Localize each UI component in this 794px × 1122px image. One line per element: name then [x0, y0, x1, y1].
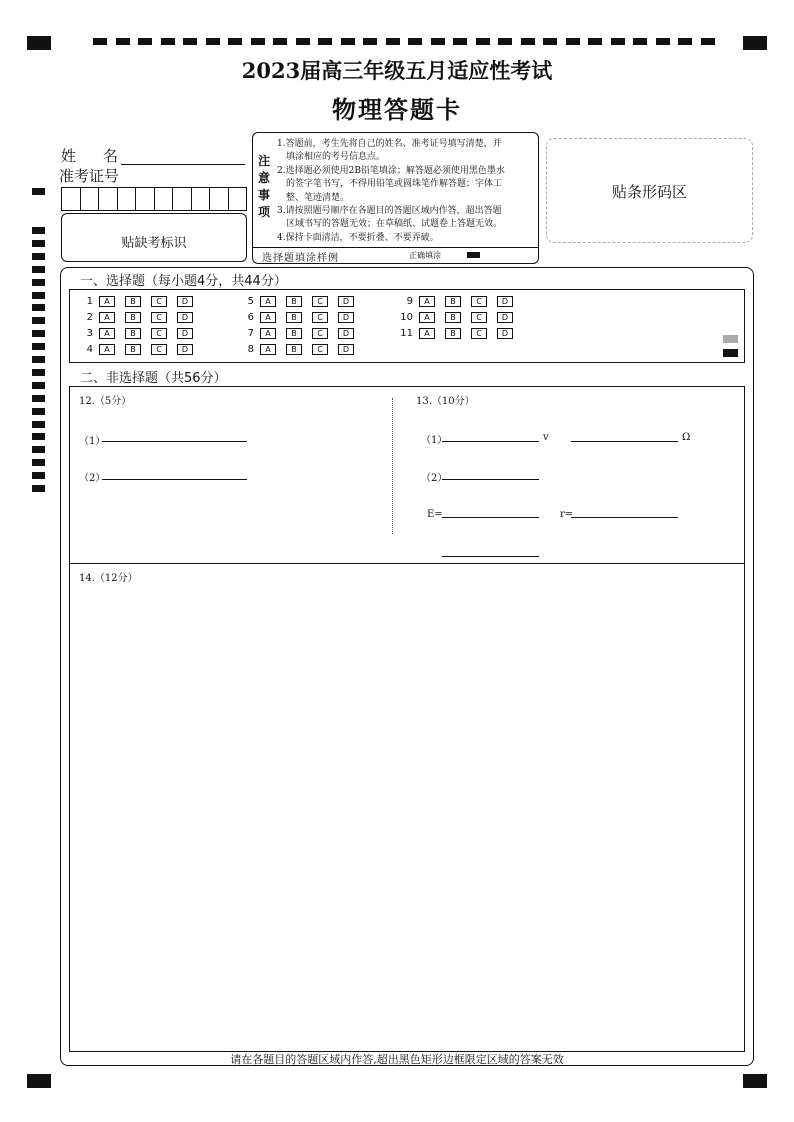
bubble-option-b[interactable]: B [445, 296, 461, 307]
choice-question-row [389, 327, 523, 341]
divider-q12-q13 [392, 398, 393, 534]
section1-title: 一、选择题（每小题4分，共44分） [80, 274, 287, 289]
top-timing-mark [228, 38, 242, 45]
q13-part2-label: （2） [421, 473, 448, 484]
bubble-option-a[interactable]: A [99, 312, 115, 323]
bubble-option-b[interactable]: B [125, 344, 141, 355]
barcode-area [546, 138, 753, 243]
sample-label: 选择题填涂样例 [262, 253, 339, 264]
bubble-option-b[interactable]: B [286, 344, 302, 355]
q13-e-label: E= [427, 509, 443, 520]
bubble-option-d[interactable]: D [497, 296, 513, 307]
bubble-option-c[interactable]: C [471, 296, 487, 307]
left-timing-mark [32, 188, 45, 195]
corner-mark-bottom-right [743, 1074, 767, 1088]
q13-unit-v: v [543, 432, 549, 443]
q13-r-answer[interactable] [571, 517, 678, 518]
top-timing-mark [521, 38, 535, 45]
question-number: 3 [86, 328, 93, 339]
left-timing-mark [32, 330, 45, 337]
top-timing-mark [386, 38, 400, 45]
exam-id-boxes[interactable] [61, 187, 247, 211]
corner-mark-top-left [27, 36, 51, 50]
choice-question-row [69, 311, 203, 325]
left-timing-mark [32, 253, 45, 260]
footer-note: 请在各题目的答题区域内作答,超出黑色矩形边框限定区域的答案无效 [230, 1053, 564, 1066]
bubble-option-b[interactable]: B [286, 312, 302, 323]
bubble-option-a[interactable]: A [419, 328, 435, 339]
bubble-option-a[interactable]: A [260, 328, 276, 339]
bubble-option-c[interactable]: C [151, 312, 167, 323]
question-number: 5 [247, 296, 254, 307]
left-timing-mark [32, 240, 45, 247]
marker-black [723, 349, 738, 357]
barcode-label: 贴条形码区 [611, 183, 687, 201]
choice-question-row [69, 295, 203, 309]
q14-answer-area[interactable] [70, 585, 742, 1049]
top-timing-mark [341, 38, 355, 45]
divider-q13-q14 [69, 563, 744, 564]
question-number: 8 [247, 344, 254, 355]
q12-part2-label: （2） [79, 473, 106, 484]
absent-mark-box [61, 213, 247, 262]
bubble-option-a[interactable]: A [99, 296, 115, 307]
left-timing-mark [32, 408, 45, 415]
correct-fill-label: 正确填涂 [409, 251, 441, 260]
top-timing-mark [588, 38, 602, 45]
bubble-option-d[interactable]: D [338, 344, 354, 355]
correct-fill-sample [467, 252, 480, 258]
left-timing-mark [32, 266, 45, 273]
bubble-option-b[interactable]: B [125, 296, 141, 307]
marker-gray [723, 335, 738, 343]
left-timing-mark [32, 421, 45, 428]
q13-extra-answer[interactable] [442, 556, 539, 557]
bubble-option-c[interactable]: C [151, 328, 167, 339]
bubble-option-d[interactable]: D [177, 312, 193, 323]
bubble-option-c[interactable]: C [312, 344, 328, 355]
bubble-option-d[interactable]: D [177, 344, 193, 355]
notice-box [252, 132, 539, 264]
question-number: 7 [247, 328, 254, 339]
question-number: 9 [406, 296, 413, 307]
bubble-option-b[interactable]: B [286, 296, 302, 307]
choice-question-row [230, 343, 364, 357]
top-timing-mark [296, 38, 310, 45]
top-timing-mark [431, 38, 445, 45]
bubble-option-a[interactable]: A [260, 312, 276, 323]
top-timing-mark [138, 38, 152, 45]
bubble-option-c[interactable]: C [471, 328, 487, 339]
top-timing-mark [543, 38, 557, 45]
choice-question-row [389, 295, 523, 309]
bubble-option-c[interactable]: C [151, 296, 167, 307]
left-timing-mark [32, 227, 45, 234]
question-number: 2 [86, 312, 93, 323]
bubble-option-d[interactable]: D [497, 312, 513, 323]
bubble-option-c[interactable]: C [312, 328, 328, 339]
q13-part1-answer-b[interactable] [571, 441, 678, 442]
bubble-option-d[interactable]: D [338, 312, 354, 323]
bubble-option-a[interactable]: A [260, 296, 276, 307]
q13-e-answer[interactable] [442, 517, 539, 518]
top-timing-mark [363, 38, 377, 45]
top-timing-mark [273, 38, 287, 45]
top-timing-mark [408, 38, 422, 45]
bubble-option-d[interactable]: D [177, 328, 193, 339]
choice-question-row [69, 343, 203, 357]
question-number: 10 [400, 312, 413, 323]
question-number: 1 [86, 296, 93, 307]
bubble-option-d[interactable]: D [338, 296, 354, 307]
top-timing-mark [476, 38, 490, 45]
answer-sheet-title: 物理答题卡 [332, 95, 462, 124]
bubble-option-b[interactable]: B [445, 312, 461, 323]
top-timing-mark [701, 38, 715, 45]
bubble-option-a[interactable]: A [419, 312, 435, 323]
top-timing-mark [656, 38, 670, 45]
bubble-option-a[interactable]: A [99, 344, 115, 355]
exam-title: 2023届高三年级五月适应性考试 [241, 58, 553, 83]
name-field[interactable] [121, 164, 245, 165]
bubble-option-c[interactable]: C [151, 344, 167, 355]
top-timing-mark [453, 38, 467, 45]
left-timing-mark [32, 343, 45, 350]
top-timing-mark [498, 38, 512, 45]
q12-label: 12.（5分） [79, 396, 132, 407]
top-timing-mark [116, 38, 130, 45]
q12-part1-answer[interactable] [102, 441, 247, 442]
question-number: 11 [400, 328, 413, 339]
q13-unit-ohm: Ω [682, 432, 691, 443]
bubble-option-c[interactable]: C [312, 296, 328, 307]
question-number: 6 [247, 312, 254, 323]
top-timing-mark [251, 38, 265, 45]
top-timing-mark [183, 38, 197, 45]
bubble-option-d[interactable]: D [497, 328, 513, 339]
top-timing-mark [566, 38, 580, 45]
left-timing-mark [32, 279, 45, 286]
q13-part1-answer-a[interactable] [442, 441, 539, 442]
corner-mark-bottom-left [27, 1074, 51, 1088]
notice-lines: 1.答题前，考生先将自己的姓名、准考证号填写清楚，并 填涂相应的考号信息点。 2.选择题必须使用2B铅笔填涂；解答题必须使用黑色墨水 的签字笔书写，不得用铅笔或圆珠笔作解答题；字体工 整、笔迹清楚。 3.请按照题号顺序在各题目的答题区域内作答，超出答题 区域书写的答题无效；在草稿纸、试题卷上答题无效。 4.保持卡面清洁，不要折叠、不要弄破。 [277, 139, 505, 243]
absent-mark-label: 贴缺考标识 [121, 236, 187, 251]
choice-question-row [389, 311, 523, 325]
notice-label: 注 意 事 项 [257, 154, 270, 219]
left-timing-mark [32, 317, 45, 324]
top-timing-mark [678, 38, 692, 45]
choice-question-row [69, 327, 203, 341]
top-timing-mark [161, 38, 175, 45]
left-timing-mark [32, 356, 45, 363]
bubble-option-a[interactable]: A [260, 344, 276, 355]
corner-mark-top-right [743, 36, 767, 50]
left-timing-mark [32, 433, 45, 440]
exam-id-label: 准考证号 [59, 167, 120, 185]
q14-label: 14.（12分） [79, 573, 138, 584]
top-timing-mark [633, 38, 647, 45]
question-number: 4 [86, 344, 93, 355]
q13-label: 13.（10分） [416, 396, 475, 407]
bubble-option-b[interactable]: B [125, 328, 141, 339]
bubble-option-a[interactable]: A [419, 296, 435, 307]
choice-question-row [230, 295, 364, 309]
left-timing-mark [32, 472, 45, 479]
left-timing-mark [32, 459, 45, 466]
q13-part2-answer[interactable] [442, 479, 539, 480]
choice-question-row [230, 311, 364, 325]
q12-part2-answer[interactable] [102, 479, 247, 480]
bubble-option-b[interactable]: B [125, 312, 141, 323]
choice-question-row [230, 327, 364, 341]
q13-part1-label: （1） [421, 435, 448, 446]
bubble-option-d[interactable]: D [338, 328, 354, 339]
top-timing-mark [93, 38, 107, 45]
bubble-option-c[interactable]: C [471, 312, 487, 323]
top-timing-mark [206, 38, 220, 45]
top-timing-mark [611, 38, 625, 45]
section2-title: 二、非选择题（共56分） [80, 371, 227, 386]
q13-r-label: r= [560, 509, 574, 520]
left-timing-mark [32, 304, 45, 311]
bubble-option-d[interactable]: D [177, 296, 193, 307]
name-label: 姓 名 [61, 147, 125, 165]
bubble-option-c[interactable]: C [312, 312, 328, 323]
bubble-option-b[interactable]: B [286, 328, 302, 339]
q12-part1-label: （1） [79, 436, 106, 447]
left-timing-mark [32, 369, 45, 376]
left-timing-mark [32, 485, 45, 492]
left-timing-mark [32, 395, 45, 402]
left-timing-mark [32, 382, 45, 389]
left-timing-mark [32, 292, 45, 299]
bubble-option-a[interactable]: A [99, 328, 115, 339]
left-timing-mark [32, 446, 45, 453]
bubble-option-b[interactable]: B [445, 328, 461, 339]
top-timing-mark [318, 38, 332, 45]
